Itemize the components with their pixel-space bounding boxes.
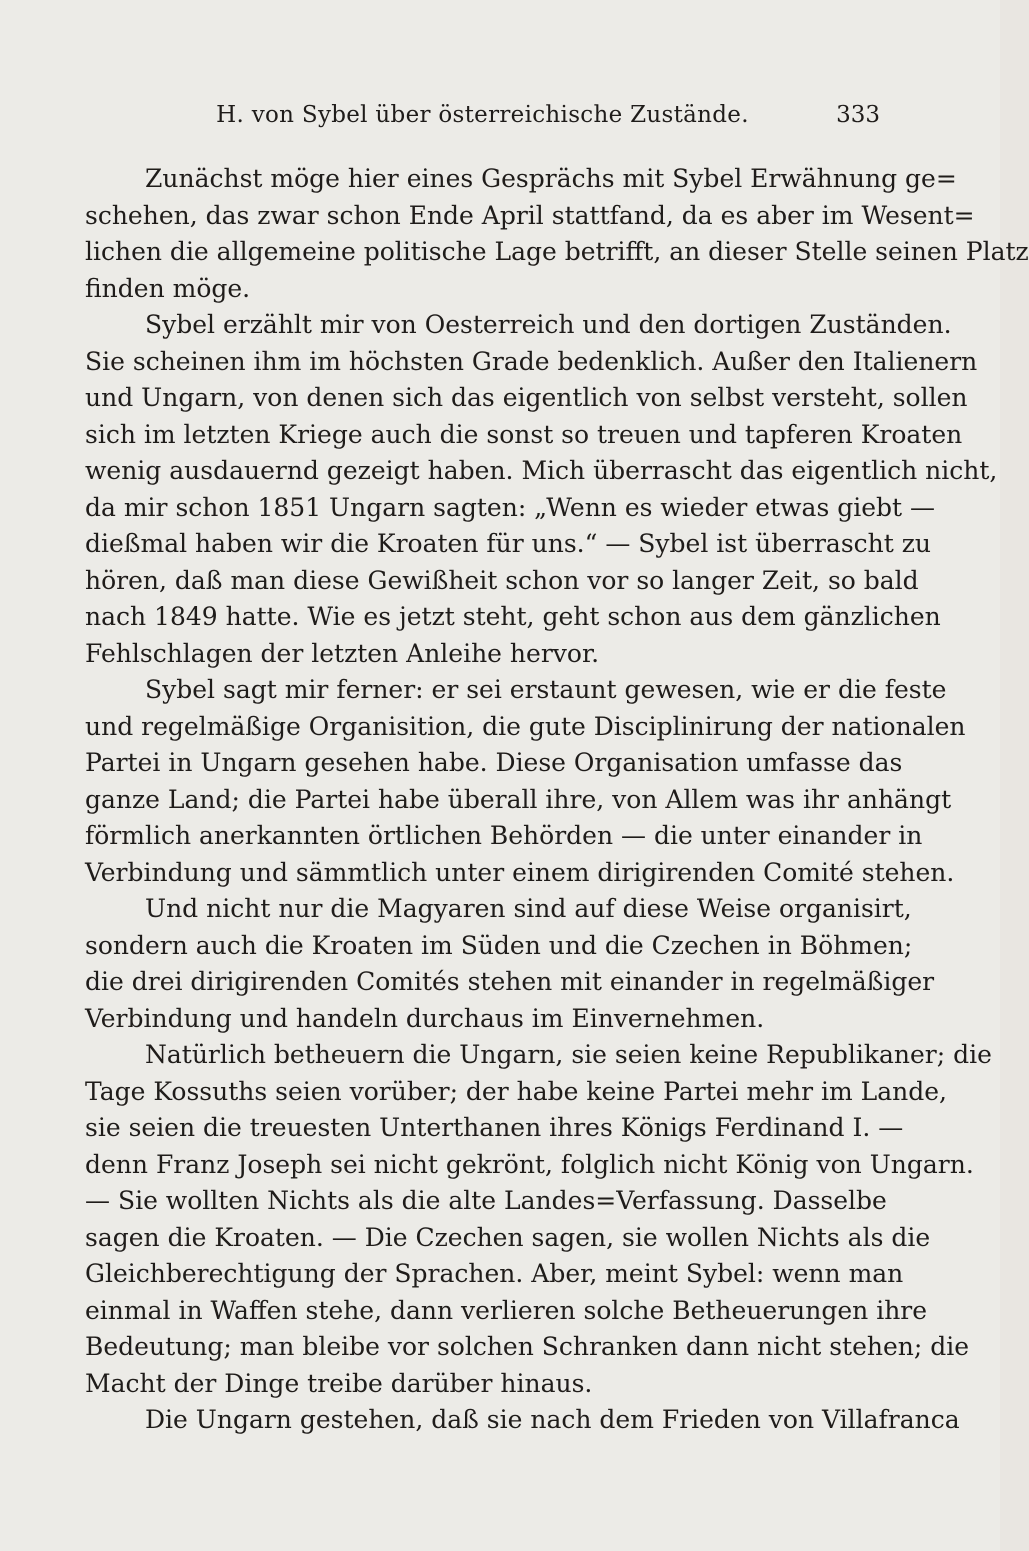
paragraph	[85, 1402, 960, 1439]
text-line: Sybel erzählt mir von Oesterreich und den dortigen Zuständen.	[145, 310, 952, 339]
text-line: Sybel sagt mir ferner: er sei erstaunt gewesen, wie er die feste	[145, 675, 947, 704]
page-number: 333	[836, 102, 880, 128]
text-line: die drei dirigirenden Comités stehen mit einander in regelmäßiger	[85, 967, 935, 996]
text-line: Tage Kossuths seien vorüber; der habe keine Partei mehr im Lande,	[85, 1076, 947, 1106]
text-line: und regelmäßige Organisition, die gute Disciplinirung der nationalen	[85, 711, 966, 741]
text-line: sondern auch die Kroaten im Süden und die Czechen in Böhmen;	[85, 930, 913, 960]
text-line: dießmal haben wir die Kroaten für uns.“ — Sybel ist überrascht zu	[85, 529, 932, 558]
text-line: da mir schon 1851 Ungarn sagten: „Wenn es wieder etwas giebt —	[85, 492, 936, 522]
paragraph	[85, 307, 998, 672]
paragraph	[85, 161, 1029, 307]
text-line: sagen die Kroaten. — Die Czechen sagen, sie wollen Nichts als die	[85, 1222, 931, 1252]
text-line: Und nicht nur die Magyaren sind auf diese Weise organisirt,	[145, 894, 912, 923]
text-line: nach 1849 hatte. Wie es jetzt steht, geht schon aus dem gänzlichen	[85, 602, 941, 631]
page-header	[85, 102, 880, 142]
text-line: Sie scheinen ihm im höchsten Grade bedenklich. Außer den Italienern	[85, 346, 978, 376]
body-text	[85, 161, 1029, 1439]
text-line: lichen die allgemeine politische Lage betrifft, an dieser Stelle seinen Platz	[85, 237, 1029, 266]
text-line: Natürlich betheuern die Ungarn, sie seien keine Republikaner; die	[145, 1040, 992, 1069]
text-line: Gleichberechtigung der Sprachen. Aber, meint Sybel: wenn man	[85, 1259, 904, 1288]
text-line: wenig ausdauernd gezeigt haben. Mich überrascht das eigentlich nicht,	[85, 456, 998, 485]
text-line: denn Franz Joseph sei nicht gekrönt, folglich nicht König von Ungarn.	[85, 1149, 974, 1179]
text-line: förmlich anerkannten örtlichen Behörden — die unter einander in	[85, 821, 923, 850]
text-line: Fehlschlagen der letzten Anleihe hervor.	[85, 638, 600, 668]
text-line: sich im letzten Kriege auch die sonst so treuen und tapferen Kroaten	[85, 419, 963, 449]
text-line: hören, daß man diese Gewißheit schon vor so langer Zeit, so bald	[85, 565, 919, 595]
text-line: Die Ungarn gestehen, daß sie nach dem Frieden von Villafranca	[145, 1405, 960, 1434]
paragraph	[85, 1037, 992, 1402]
text-line: einmal in Waffen stehe, dann verlieren solche Betheuerungen ihre	[85, 1295, 928, 1325]
text-line: Partei in Ungarn gesehen habe. Diese Organisation umfasse das	[85, 748, 903, 777]
text-line: Verbindung und sämmtlich unter einem dirigirenden Comité stehen.	[85, 857, 955, 887]
running-title: H. von Sybel über österreichische Zustände.	[216, 102, 749, 128]
paragraph	[85, 891, 935, 1037]
text-line: schehen, das zwar schon Ende April stattfand, da es aber im Wesent=	[85, 200, 975, 230]
text-line: sie seien die treuesten Unterthanen ihres Königs Ferdinand I. —	[85, 1113, 904, 1142]
text-line: Macht der Dinge treibe darüber hinaus.	[85, 1368, 593, 1398]
text-line: — Sie wollten Nichts als die alte Landes=Verfassung. Dasselbe	[85, 1186, 887, 1215]
text-line: Verbindung und handeln durchaus im Einvernehmen.	[85, 1003, 765, 1033]
text-line: und Ungarn, von denen sich das eigentlich von selbst versteht, sollen	[85, 383, 968, 412]
text-line: ganze Land; die Partei habe überall ihre, von Allem was ihr anhängt	[85, 784, 952, 814]
text-line: Bedeutung; man bleibe vor solchen Schranken dann nicht stehen; die	[85, 1332, 970, 1361]
text-line: Zunächst möge hier eines Gesprächs mit Sybel Erwähnung ge=	[145, 164, 957, 193]
paragraph	[85, 672, 966, 891]
text-line: finden möge.	[85, 273, 251, 303]
